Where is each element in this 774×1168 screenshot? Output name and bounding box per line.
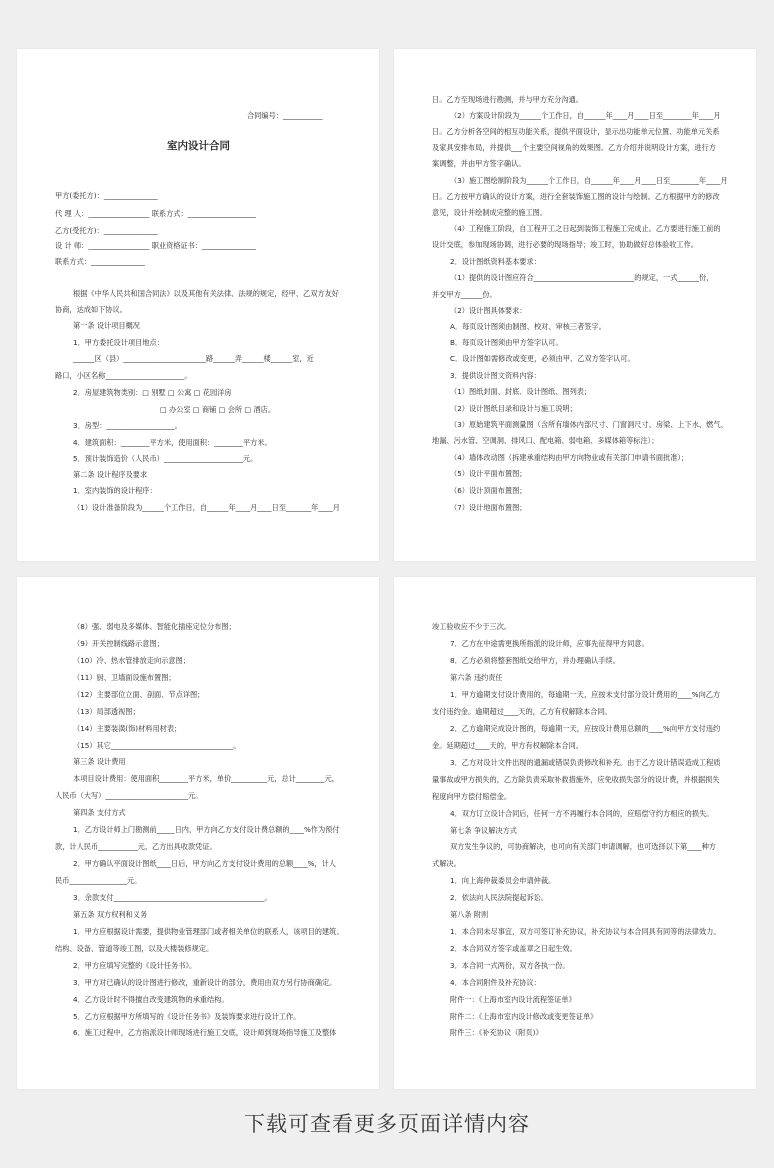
paragraph-line: 4．本合同附件及补充协议： bbox=[450, 978, 541, 987]
section-heading: 第三条 设计费用 bbox=[73, 757, 126, 766]
paragraph-line: 民币________________元。 bbox=[55, 876, 142, 885]
paragraph-line: 根据《中华人民共和国合同法》以及其他有关法律、法规的规定，经甲、乙双方友好 bbox=[73, 289, 339, 298]
paragraph-line: （2）设计图纸目录和设计与施工说明； bbox=[450, 404, 577, 413]
paragraph-line: 地漏、污水管、空调洞、排风口、配电箱、弱电箱、多媒体箱等标注）； bbox=[432, 436, 659, 445]
paragraph-line: 附件二：《上海市室内设计修改或变更签证单》 bbox=[450, 1012, 598, 1021]
party-b: 乙方(受托方)：_______________ bbox=[55, 226, 158, 235]
paragraph-line: C．设计图如需修改或变更，必须由甲、乙双方签字认可。 bbox=[450, 354, 635, 363]
paragraph-line: 2．房屋建筑物类别：□ 别墅 □ 公寓 □ 花园洋房 bbox=[73, 388, 232, 397]
paragraph-line: 附件一：《上海市室内设计流程签证单》 bbox=[450, 995, 576, 1004]
paragraph-line: 1．本合同未尽事宜，双方可签订补充协议，补充协议与本合同具有同等的法律效力。 bbox=[450, 927, 721, 936]
paragraph-line: （4）墙体改动图（拆建承重结构由甲方向物业或有关部门申请书面批准）； bbox=[450, 453, 689, 462]
contact-line: 联系方式：_______________ bbox=[55, 257, 145, 266]
paragraph-line: ______区（县）_______________________路______弄______楼______室，近 bbox=[73, 354, 314, 363]
paragraph-line: 本项目设计费用：使用面积________平方米，单价__________元，总计________元， bbox=[73, 774, 339, 783]
agent-line: 代 理 人：_________________ 联系方式：___________________ bbox=[55, 209, 256, 218]
designer-line: 设 计 师：_________________ 职业资格证书：_______________ bbox=[55, 241, 256, 250]
paragraph-line: 路口，小区名称______________________。 bbox=[55, 371, 192, 380]
paragraph-line: （3）原始建筑平面测量图（含所有墙体内部尺寸、门窗洞尺寸、房梁、上下水、燃气、 bbox=[450, 420, 728, 429]
paragraph-line: 1．室内装饰的设计程序： bbox=[73, 486, 157, 495]
paragraph-line: 3．乙方对设计文件出现的遗漏或错误负责修改和补充。由于乙方设计错误造成工程质 bbox=[450, 758, 721, 767]
paragraph-line: （5）设计平面布置图； bbox=[450, 469, 527, 478]
paragraph-line: 日。乙方按甲方确认的设计方案，进行全套装饰施工图的设计与绘制。乙方根据甲方的修改 bbox=[432, 192, 720, 201]
paragraph-line: 7．乙方在中途需更换所指派的设计师，应事先征得甲方同意。 bbox=[450, 639, 649, 648]
paragraph-line: 3．余款支付__________________________________________。 bbox=[73, 893, 272, 902]
paragraph-line: （11）厨、卫墙面设施布置图； bbox=[73, 673, 176, 682]
paragraph-line: 日。乙方至现场进行勘测，并与甲方充分沟通。 bbox=[432, 95, 583, 104]
paragraph-line: 支付违约金。逾期超过____天的，乙方有权解除本合同。 bbox=[432, 707, 612, 716]
paragraph-line: 2．本合同双方签字或盖章之日起生效。 bbox=[450, 944, 577, 953]
contract-number: 合同编号：___________ bbox=[247, 111, 323, 120]
contract-page-3 bbox=[17, 577, 379, 1089]
paragraph-line: 协商，达成如下协议。 bbox=[55, 305, 127, 314]
paragraph-line: 3．本合同一式两份，双方各执一份。 bbox=[450, 961, 570, 970]
paragraph-line: （7）设计地面布置图； bbox=[450, 503, 527, 512]
paragraph-line: 1．甲方委托设计项目地点： bbox=[73, 338, 164, 347]
paragraph-line: 2．甲方应填写完整的《设计任务书》。 bbox=[73, 961, 197, 970]
paragraph-line: （15）其它__________________________________。 bbox=[73, 741, 241, 750]
paragraph-line: 双方发生争议的，可协商解决，也可向有关部门申请调解，也可选择以下第____种方 bbox=[450, 842, 716, 851]
paragraph-line: （13）局部透视图； bbox=[73, 707, 140, 716]
paragraph-line: 2．设计图纸资料基本要求： bbox=[450, 257, 541, 266]
paragraph-line: 意见，设计并绘制成完整的施工图。 bbox=[432, 208, 548, 217]
paragraph-line: 量事故或甲方损失的，乙方除负责采取补救措施外，应免收损失部分的设计费，并根据损失 bbox=[432, 775, 720, 784]
paragraph-line: 8．乙方必须将整套图纸交给甲方，并办理确认手续。 bbox=[450, 656, 620, 665]
paragraph-line: 设计交底，参加现场协调，进行必要的现场指导；竣工时，协助做好总体验收工作。 bbox=[432, 240, 698, 249]
contract-page-1 bbox=[17, 49, 379, 561]
paragraph-line: 6．施工过程中，乙方指派设计师现场进行施工交底，设计师到现场指导施工及整体 bbox=[73, 1028, 337, 1037]
paragraph-line: B．每页设计图须由甲方签字认可。 bbox=[450, 338, 563, 347]
paragraph-line: 人民币（大写）_______________________元。 bbox=[55, 791, 203, 800]
paragraph-line: 程度向甲方偿付赔偿金。 bbox=[432, 792, 512, 801]
paragraph-line: 3．甲方对已确认的设计图进行修改，重新设计的部分，费用由双方另行协商确定。 bbox=[73, 978, 337, 987]
section-heading: 第六条 违约责任 bbox=[450, 673, 503, 682]
section-heading: 第四条 支付方式 bbox=[73, 808, 126, 817]
section-heading: 第七条 争议解决方式 bbox=[450, 826, 517, 835]
paragraph-line: A．每页设计图须由制图、校对、审核三者签字。 bbox=[450, 322, 606, 331]
section-heading: 第五条 双方权利和义务 bbox=[73, 910, 148, 919]
paragraph-line: （9）开关控制线路示意图； bbox=[73, 639, 164, 648]
paragraph-line: 4．双方订立设计合同后，任何一方不再履行本合同的，应赔偿守约方相应的损失。 bbox=[450, 809, 714, 818]
download-more-caption: 下载可查看更多页面详情内容 bbox=[244, 1112, 530, 1136]
paragraph-line: 5．乙方应根据甲方所填写的《设计任务书》及装饰要求进行设计工作。 bbox=[73, 1012, 301, 1021]
paragraph-line: 日。乙方分析各空间的相互功能关系，提供平面设计，显示出功能单元位置、功能单元关系 bbox=[432, 127, 720, 136]
paragraph-line: 4．建筑面积：________平方米，使用面积：________平方米。 bbox=[73, 438, 272, 447]
paragraph-line: 附件三：《补充协议（附页)》 bbox=[450, 1028, 543, 1037]
paragraph-line: 4．乙方设计时不得擅自改变建筑物的承重结构。 bbox=[73, 995, 229, 1004]
paragraph-line: （2）设计图具体要求： bbox=[450, 306, 527, 315]
document-title: 室内设计合同 bbox=[167, 140, 230, 152]
paragraph-line: 竣工验收应不少于三次。 bbox=[432, 622, 512, 631]
paragraph-line: 1．甲方逾期支付设计费用的，每逾期一天，应按未支付部分设计费用的____%向乙方 bbox=[450, 690, 721, 699]
paragraph-line: 3．提供设计图文资料内容： bbox=[450, 371, 541, 380]
paragraph-line: （4）工程施工阶段，自工程开工之日起到装饰工程施工完成止。乙方要进行施工前的 bbox=[450, 224, 721, 233]
paragraph-line: 式解决。 bbox=[432, 859, 461, 868]
paragraph-line: 2．依法向人民法院提起诉讼。 bbox=[450, 893, 549, 902]
paragraph-line: （1）设计准备阶段为______个工作日，自______年____月____日至_______年____月 bbox=[73, 503, 340, 512]
paragraph-line: 2．乙方逾期完成设计图的，每逾期一天，应按设计费用总额的____%向甲方支付违约 bbox=[450, 724, 721, 733]
paragraph-line: 金。延期超过____天的，甲方有权解除本合同。 bbox=[432, 741, 583, 750]
paragraph-line: 款，计人民币___________元，乙方出具收款凭证。 bbox=[55, 842, 217, 851]
paragraph-line: 案调整，并由甲方签字确认。 bbox=[432, 159, 526, 168]
section-heading: 第八条 附则 bbox=[450, 910, 489, 919]
paragraph-line: 1．向上海仲裁委员会申请仲裁。 bbox=[450, 876, 556, 885]
paragraph-line: （6）设计顶面布置图； bbox=[450, 486, 527, 495]
paragraph-line: 5．预计装饰造价（人民币）______________________元。 bbox=[73, 454, 258, 463]
contract-page-2 bbox=[394, 49, 756, 561]
party-a: 甲方(委托方)：_______________ bbox=[55, 191, 158, 200]
paragraph-line: （12）主要部位立面、剖面、节点详图； bbox=[73, 690, 205, 699]
contract-page-4 bbox=[394, 577, 756, 1089]
paragraph-line: 1．乙方设计师上门勘测前_____日内，甲方向乙方支付设计费总额的____%作为预付 bbox=[73, 825, 340, 834]
paragraph-line: 及家具安排布局，并提供___个主要空间视角的效果图。乙方介绍并说明设计方案，进行方 bbox=[432, 143, 716, 152]
paragraph-line: （10）冷、热水管排放走向示意图； bbox=[73, 656, 190, 665]
paragraph-line: （2）方案设计阶段为______个工作日，自______年____月____日至________年____月 bbox=[450, 111, 721, 120]
paragraph-line: （8）强、弱电及多媒体、智能化插座定位分布图； bbox=[73, 622, 236, 631]
paragraph-line: （14）主要装潢(饰)材料用材表； bbox=[73, 724, 182, 733]
paragraph-line: （1）图纸封面、封底、设计图纸、图列表； bbox=[450, 387, 592, 396]
paragraph-line: 并交甲方______份。 bbox=[432, 290, 497, 299]
paragraph-line: 1．甲方应根据设计需要，提供物业管理部门或者相关单位的联系人，该项目的建筑、 bbox=[73, 927, 344, 936]
paragraph-line: 结构、设备、管道等竣工图，以及大楼装修规定。 bbox=[55, 944, 214, 953]
paragraph-line: （3）施工图绘制阶段为______个工作日，自______年____月____日至________年____月 bbox=[450, 176, 728, 185]
paragraph-line: 2．甲方确认平面设计图纸____日后，甲方向乙方支付设计费用的总额____%，计人 bbox=[73, 859, 336, 868]
paragraph-line: （1）提供的设计图应符合____________________________的规定，一式______份， bbox=[450, 273, 714, 282]
paragraph-line: 3．房型：___________________。 bbox=[73, 421, 182, 430]
paragraph-line: □ 办公室 □ 商铺 □ 会所 □ 酒店。 bbox=[160, 405, 276, 414]
section-heading: 第二条 设计程序及要求 bbox=[73, 470, 148, 479]
section-heading: 第一条 设计项目概况 bbox=[73, 321, 140, 330]
